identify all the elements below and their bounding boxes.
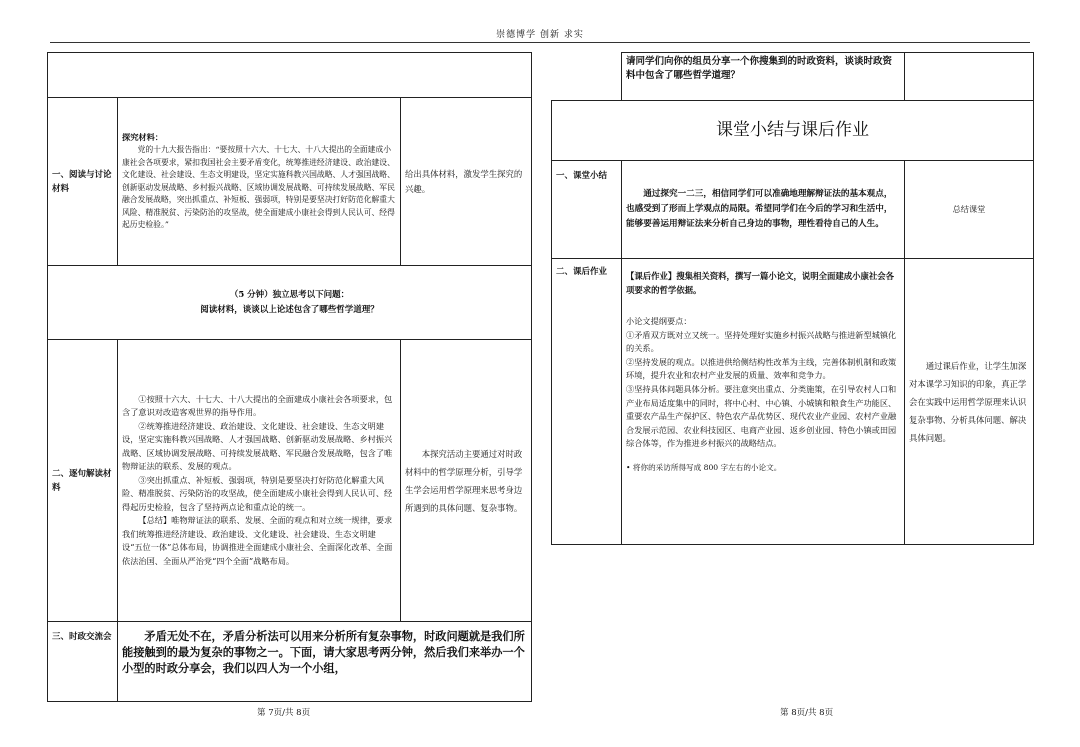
outline-title: 小论文提纲要点： <box>626 316 692 326</box>
analysis-p1: ①按照十六大、十七大、十八大提出的全面建成小康社会各项要求，包含了意识对改造客观世界的指导作用。 <box>122 393 393 418</box>
politics-text: 矛盾无处不在，矛盾分析法可以用来分析所有复杂事物，时政问题就是我们所能接触到的最为复杂的事物之一。下面，请大家思考两分钟，然后我们来举办一个小型的时政分享会，我们以四人为一个小组， <box>118 622 532 702</box>
summary-title-row <box>552 101 1034 161</box>
page-header-motto: 崇德博学 创新 求实 <box>496 30 584 40</box>
analysis-p3: ③突出抓重点、补短板、强弱项，特别是要坚决打好防范化解重大风险、精准脱贫、污染防治的攻坚战，使全面建成小康社会得到人民认可、经得起历史检验，包含了坚持两点论和重点论的统一。 <box>122 474 393 512</box>
homework-note: 通过课后作业，让学生加深对本课学习知识的印象，真正学会在实践中运用哲学原理来认识复杂事物、分析具体问题、解决具体问题。 <box>905 259 1034 545</box>
analysis-row <box>48 340 532 622</box>
summary-note: 总结课堂 <box>905 161 1034 259</box>
analysis-p2: ②统筹推进经济建设、政治建设、文化建设、社会建设、生态文明建设，坚定实施科教兴国战略、人才强国战略、创新驱动发展战略、乡村振兴战略、区域协调发展战略、可持续发展战略、军民融合发展战略，包含了唯物辩证法的联系、发展的观点。 <box>122 420 393 472</box>
summary-label: 一、课堂小结 <box>552 161 622 259</box>
share-row <box>552 53 1034 101</box>
homework-cell <box>622 259 905 545</box>
outline-point-1: ①矛盾双方既对立又统一。坚持处理好实施乡村振兴战略与推进新型城镇化的关系。 <box>626 329 897 354</box>
outline-point-3: ③坚持具体问题具体分析。要注意突出重点、分类施策，在引导农村人口和产业布局适度集中的同时，将中心村、中心镇、小城镇和粮食生产功能区、重要农产品生产保护区、特色农产品优势区、现代农业产业园、农村产业融合发展示范园、农业科技园区、电商产业园、返乡创业园、特色小镇或田园综合体等，作为推进乡村振兴的战略结点。 <box>626 383 897 449</box>
think-line-1: （5 分钟）独立思考以下问题： <box>229 289 350 300</box>
politics-label: 三、时政交流会 <box>48 622 118 702</box>
homework-task: 【课后作业】搜集相关资料，撰写一篇小论文，说明全面建成小康社会各项要求的哲学依据。 <box>626 271 894 295</box>
outline-point-2: ②坚持发展的观点。以推进供给侧结构性改革为主线，完善体制机制和政策环境，提升农业和农村产业发展的质量、效率和竞争力。 <box>626 356 897 381</box>
think-cell <box>48 266 532 340</box>
essay-instruction: • 将你的采访所得写成 800 字左右的小论文。 <box>626 462 782 472</box>
summary-title: 课堂小结与课后作业 <box>552 101 1034 161</box>
think-row <box>48 266 532 340</box>
summary-text: 通过探究一二三，相信同学们可以准确地理解辩证法的基本观点，也感受到了形而上学观点的局限。希望同学们在今后的学习和生活中，能够要善运用辩证法来分析自己身边的事物，理性看待自己的人生。 <box>622 161 905 259</box>
reading-label: 一、阅读与讨论材料 <box>48 98 118 266</box>
homework-row <box>552 259 1034 545</box>
reading-text: 党的十九大报告指出：“要按照十六大、十七大、十八大提出的全面建成小康社会各项要求，紧扣我国社会主要矛盾变化，统筹推进经济建设、政治建设、文化建设、社会建设、生态文明建设，坚定实施科教兴国战略、人才强国战略、创新驱动发展战略、乡村振兴战略、区域协调发展战略、可持续发展战略、军民融合发展战略，突出抓重点、补短板、强弱项，特别是要坚决打好防范化解重大风险、精准脱贫、污染防治的攻坚战，使全面建成小康社会得到人民认可、经得起历史检验。” <box>122 144 395 230</box>
analysis-label: 二、逐句解读材料 <box>48 340 118 622</box>
think-line-2: 阅读材料，谈谈以上论述包含了哪些哲学道理？ <box>200 304 379 315</box>
header-rule <box>50 42 1030 43</box>
analysis-summary: 【总结】唯物辩证法的联系、发展、全面的观点和对立统一规律，要求我们统筹推进经济建设、政治建设、文化建设、社会建设、生态文明建设“五位一体”总体布局，协调推进全面建成小康社会、全面深化改革、全面依法治国、全面从严治党“四个全面”战略布局。 <box>122 515 393 566</box>
analysis-cell <box>118 340 401 622</box>
reading-title: 探究材料： <box>122 131 163 142</box>
share-prompt: 请同学们向你的组员分享一个你搜集到的时政资料，谈谈时政资料中包含了哪些哲学道理？ <box>622 53 905 101</box>
left-lesson-table <box>47 52 532 702</box>
left-page-footer: 第 7页/共 8页 <box>257 708 311 718</box>
right-lesson-table <box>551 52 1034 545</box>
blank-row <box>48 53 532 98</box>
analysis-note: 本探究活动主要通过对时政材料中的哲学原理分析，引导学生学会运用哲学原理来思考身边所遇到的具体问题、复杂事物。 <box>401 340 532 622</box>
reading-note: 给出具体材料，激发学生探究的兴趣。 <box>401 98 532 266</box>
politics-row <box>48 622 532 702</box>
right-page-footer: 第 8页/共 8页 <box>780 708 834 718</box>
reading-material-cell <box>118 98 401 266</box>
summary-row <box>552 161 1034 259</box>
reading-row <box>48 98 532 266</box>
homework-label: 二、课后作业 <box>552 259 622 545</box>
